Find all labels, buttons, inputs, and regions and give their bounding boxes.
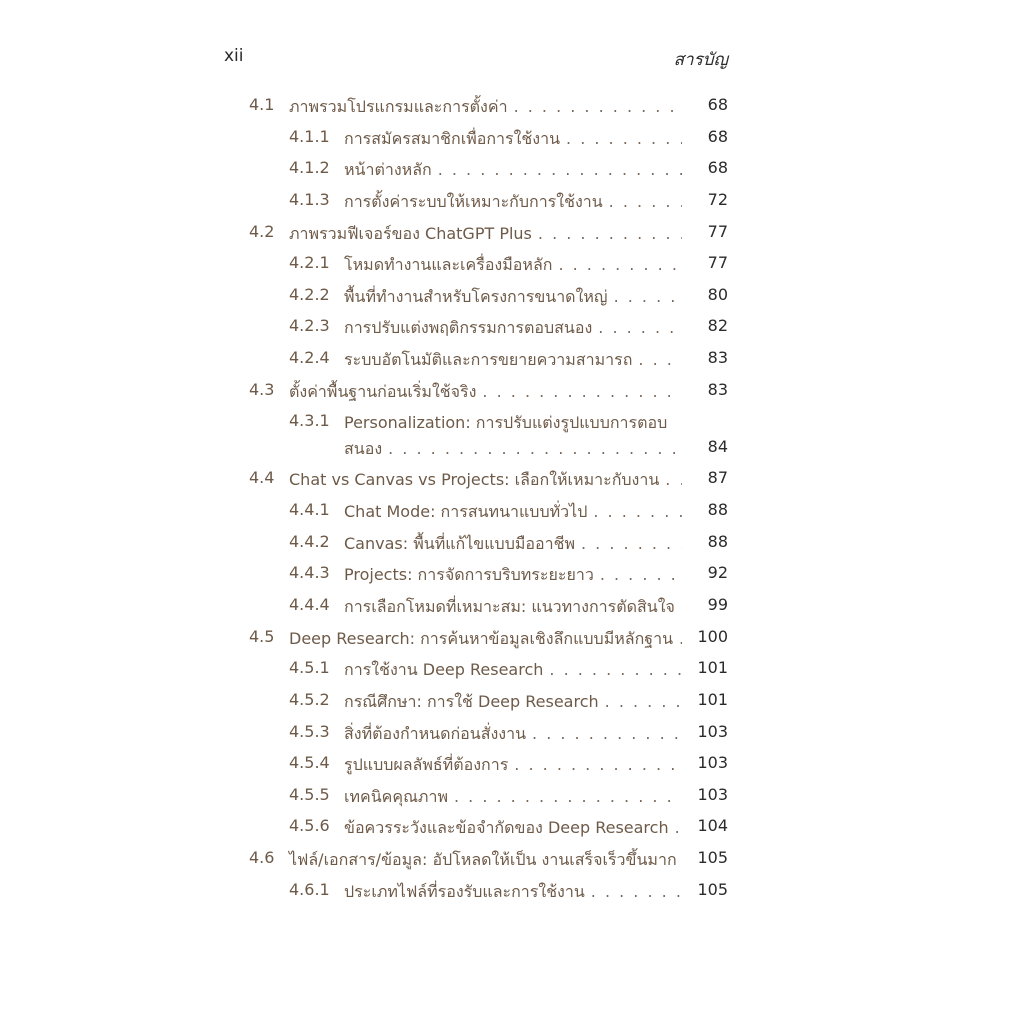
toc-entry-number: 4.1.1 [289, 126, 330, 146]
toc-section-entry[interactable] [248, 463, 728, 495]
toc-entry-title-continued: สนอง [344, 439, 383, 459]
toc-subsection-entry[interactable] [248, 748, 728, 780]
toc-section-entry[interactable] [248, 843, 728, 875]
toc-entry-page: 103 [697, 721, 728, 741]
toc-entry-title: การปรับแต่งพฤติกรรมการตอบสนอง [344, 318, 593, 338]
toc-entry-title: Chat vs Canvas vs Projects: เลือกให้เหมาะกับงาน [289, 470, 660, 490]
toc-entry-page: 77 [707, 253, 728, 273]
dot-leader [538, 224, 682, 243]
toc-entry-number: 4.1 [249, 95, 275, 114]
toc-entry-page: 99 [707, 594, 728, 614]
toc-entry-title: Deep Research: การค้นหาข้อมูลเชิงลึกแบบมีหลักฐาน [289, 628, 674, 648]
toc-entry-page: 82 [707, 316, 728, 336]
table-of-contents [248, 90, 728, 906]
dot-leader [532, 724, 682, 743]
toc-entry-page: 72 [707, 189, 728, 209]
toc-subsection-entry[interactable] [248, 717, 728, 749]
toc-subsection-entry[interactable] [248, 780, 728, 812]
toc-entry-title: Projects: การจัดการบริบทระยะยาว [344, 565, 594, 585]
toc-entry-title: ข้อควรระวังและข้อจำกัดของ Deep Research [344, 818, 669, 838]
dot-leader [549, 660, 682, 679]
dot-leader [566, 129, 682, 148]
toc-entry-title: การใช้งาน Deep Research [344, 660, 544, 680]
dot-leader [593, 502, 682, 521]
toc-subsection-entry[interactable] [248, 248, 728, 280]
toc-entry-number: 4.2.1 [289, 253, 330, 273]
page-folio: xii [224, 46, 244, 66]
toc-entry-page: 80 [707, 284, 728, 304]
toc-entry-number: 4.5.6 [289, 816, 330, 836]
toc-entry-number: 4.2 [249, 221, 275, 241]
toc-subsection-entry[interactable] [248, 122, 728, 154]
toc-entry-page: 104 [697, 816, 728, 836]
dot-leader [581, 534, 682, 553]
toc-entry-title: ภาพรวมโปรแกรมและการตั้งค่า [289, 97, 508, 116]
dot-leader [388, 439, 682, 458]
toc-entry-number: 4.2.4 [289, 348, 330, 368]
toc-entry-page: 100 [697, 626, 728, 646]
toc-entry-title: ระบบอัตโนมัติและการขยายความสามารถ [344, 350, 633, 370]
toc-section-entry[interactable] [248, 90, 728, 122]
toc-entry-number: 4.6 [249, 848, 275, 868]
dot-leader [598, 318, 682, 337]
toc-subsection-entry[interactable] [248, 875, 728, 907]
toc-entry-number: 4.3.1 [289, 411, 330, 431]
toc-entry-number: 4.2.2 [289, 284, 330, 304]
toc-entry-number: 4.5.2 [289, 689, 330, 709]
toc-entry-title: Canvas: พื้นที่แก้ไขแบบมืออาชีพ [344, 533, 575, 553]
dot-leader [638, 350, 682, 369]
toc-entry-title: สิ่งที่ต้องกำหนดก่อนสั่งงาน [344, 723, 527, 743]
toc-entry-page: 84 [707, 437, 728, 457]
dot-leader [514, 97, 682, 116]
toc-entry-page: 77 [707, 221, 728, 241]
toc-section-entry[interactable] [248, 622, 728, 654]
toc-entry-number: 4.4.4 [289, 594, 330, 614]
toc-entry-title: Chat Mode: การสนทนาแบบทั่วไป [344, 502, 588, 522]
toc-subsection-entry[interactable] [248, 653, 728, 685]
toc-entry-page: 88 [707, 500, 728, 520]
toc-entry-page: 101 [697, 658, 728, 678]
toc-entry-number: 4.5.1 [289, 658, 330, 678]
toc-entry-page: 105 [697, 879, 728, 899]
toc-entry-number: 4.4.2 [289, 531, 330, 551]
toc-entry-page: 68 [707, 95, 728, 114]
dot-leader [591, 882, 682, 901]
toc-entry-title: ประเภทไฟล์ที่รองรับและการใช้งาน [344, 881, 585, 901]
toc-entry-page: 83 [707, 348, 728, 368]
toc-entry-title: เทคนิคคุณภาพ [344, 786, 448, 806]
toc-entry-number: 4.1.3 [289, 189, 330, 209]
toc-entry-title: รูปแบบผลลัพธ์ที่ต้องการ [344, 755, 509, 775]
running-header [224, 46, 728, 72]
toc-subsection-entry[interactable] [248, 185, 728, 217]
toc-entry-number: 4.4 [249, 468, 275, 488]
toc-entry-title: พื้นที่ทำงานสำหรับโครงการขนาดใหญ่ [344, 286, 608, 306]
toc-subsection-entry[interactable] [248, 343, 728, 375]
chapter-title: สารบัญ [673, 50, 728, 70]
toc-entry-number: 4.4.3 [289, 563, 330, 583]
toc-entry-page: 105 [697, 848, 728, 868]
toc-entry-title: การตั้งค่าระบบให้เหมาะกับการใช้งาน [344, 191, 603, 211]
toc-subsection-entry[interactable] [248, 590, 728, 622]
toc-entry-number: 4.3 [249, 379, 275, 399]
toc-subsection-entry[interactable] [248, 685, 728, 717]
toc-subsection-entry[interactable] [248, 311, 728, 343]
toc-entry-page: 103 [697, 753, 728, 773]
dot-leader [600, 565, 682, 584]
toc-entry-page: 83 [707, 379, 728, 399]
toc-entry-number: 4.2.3 [289, 316, 330, 336]
dot-leader [681, 597, 682, 616]
toc-entry-title: หน้าต่างหลัก [344, 160, 432, 180]
toc-entry-number: 4.5 [249, 626, 275, 646]
toc-entry-page: 103 [697, 784, 728, 804]
toc-entry-number: 4.5.5 [289, 784, 330, 804]
toc-entry-title: การสมัครสมาชิกเพื่อการใช้งาน [344, 128, 561, 148]
toc-entry-page: 92 [707, 563, 728, 583]
toc-entry-number: 4.5.3 [289, 721, 330, 741]
dot-leader [679, 629, 682, 648]
dot-leader [454, 787, 682, 806]
dot-leader [609, 192, 682, 211]
toc-entry-number: 4.1.2 [289, 158, 330, 178]
dot-leader [675, 818, 682, 837]
toc-subsection-entry[interactable] [248, 558, 728, 590]
toc-entry-title: กรณีศึกษา: การใช้ Deep Research [344, 691, 599, 711]
dot-leader [605, 692, 682, 711]
toc-section-entry[interactable] [248, 217, 728, 249]
toc-subsection-entry[interactable] [248, 153, 728, 185]
dot-leader [558, 255, 682, 274]
toc-subsection-entry[interactable] [248, 280, 728, 312]
toc-entry-number: 4.6.1 [289, 879, 330, 899]
toc-entry-title: ไฟล์/เอกสาร/ข้อมูล: อัปโหลดให้เป็น งานเสร็จเร็วขึ้นมาก [289, 850, 677, 870]
toc-section-entry[interactable] [248, 375, 728, 407]
dot-leader [614, 287, 682, 306]
toc-subsection-entry[interactable] [248, 406, 728, 463]
toc-subsection-entry[interactable] [248, 495, 728, 527]
toc-entry-title: Personalization: การปรับแต่งรูปแบบการตอบ [344, 413, 668, 433]
dot-leader [482, 382, 682, 401]
toc-entry-page: 87 [707, 468, 728, 488]
toc-entry-page: 101 [697, 689, 728, 709]
toc-entry-page: 88 [707, 531, 728, 551]
toc-subsection-entry[interactable] [248, 527, 728, 559]
toc-entry-title: ตั้งค่าพื้นฐานก่อนเริ่มใช้จริง [289, 381, 477, 401]
dot-leader [514, 755, 682, 774]
toc-entry-page: 68 [707, 126, 728, 146]
toc-subsection-entry[interactable] [248, 811, 728, 843]
dot-leader [665, 470, 682, 489]
toc-entry-page: 68 [707, 158, 728, 178]
toc-entry-number: 4.5.4 [289, 753, 330, 773]
dot-leader [438, 160, 682, 179]
toc-entry-title: โหมดทำงานและเครื่องมือหลัก [344, 255, 553, 275]
toc-entry-title: การเลือกโหมดที่เหมาะสม: แนวทางการตัดสินใจ [344, 596, 675, 616]
toc-entry-number: 4.4.1 [289, 500, 330, 520]
toc-entry-title: ภาพรวมฟีเจอร์ของ ChatGPT Plus [289, 223, 532, 243]
